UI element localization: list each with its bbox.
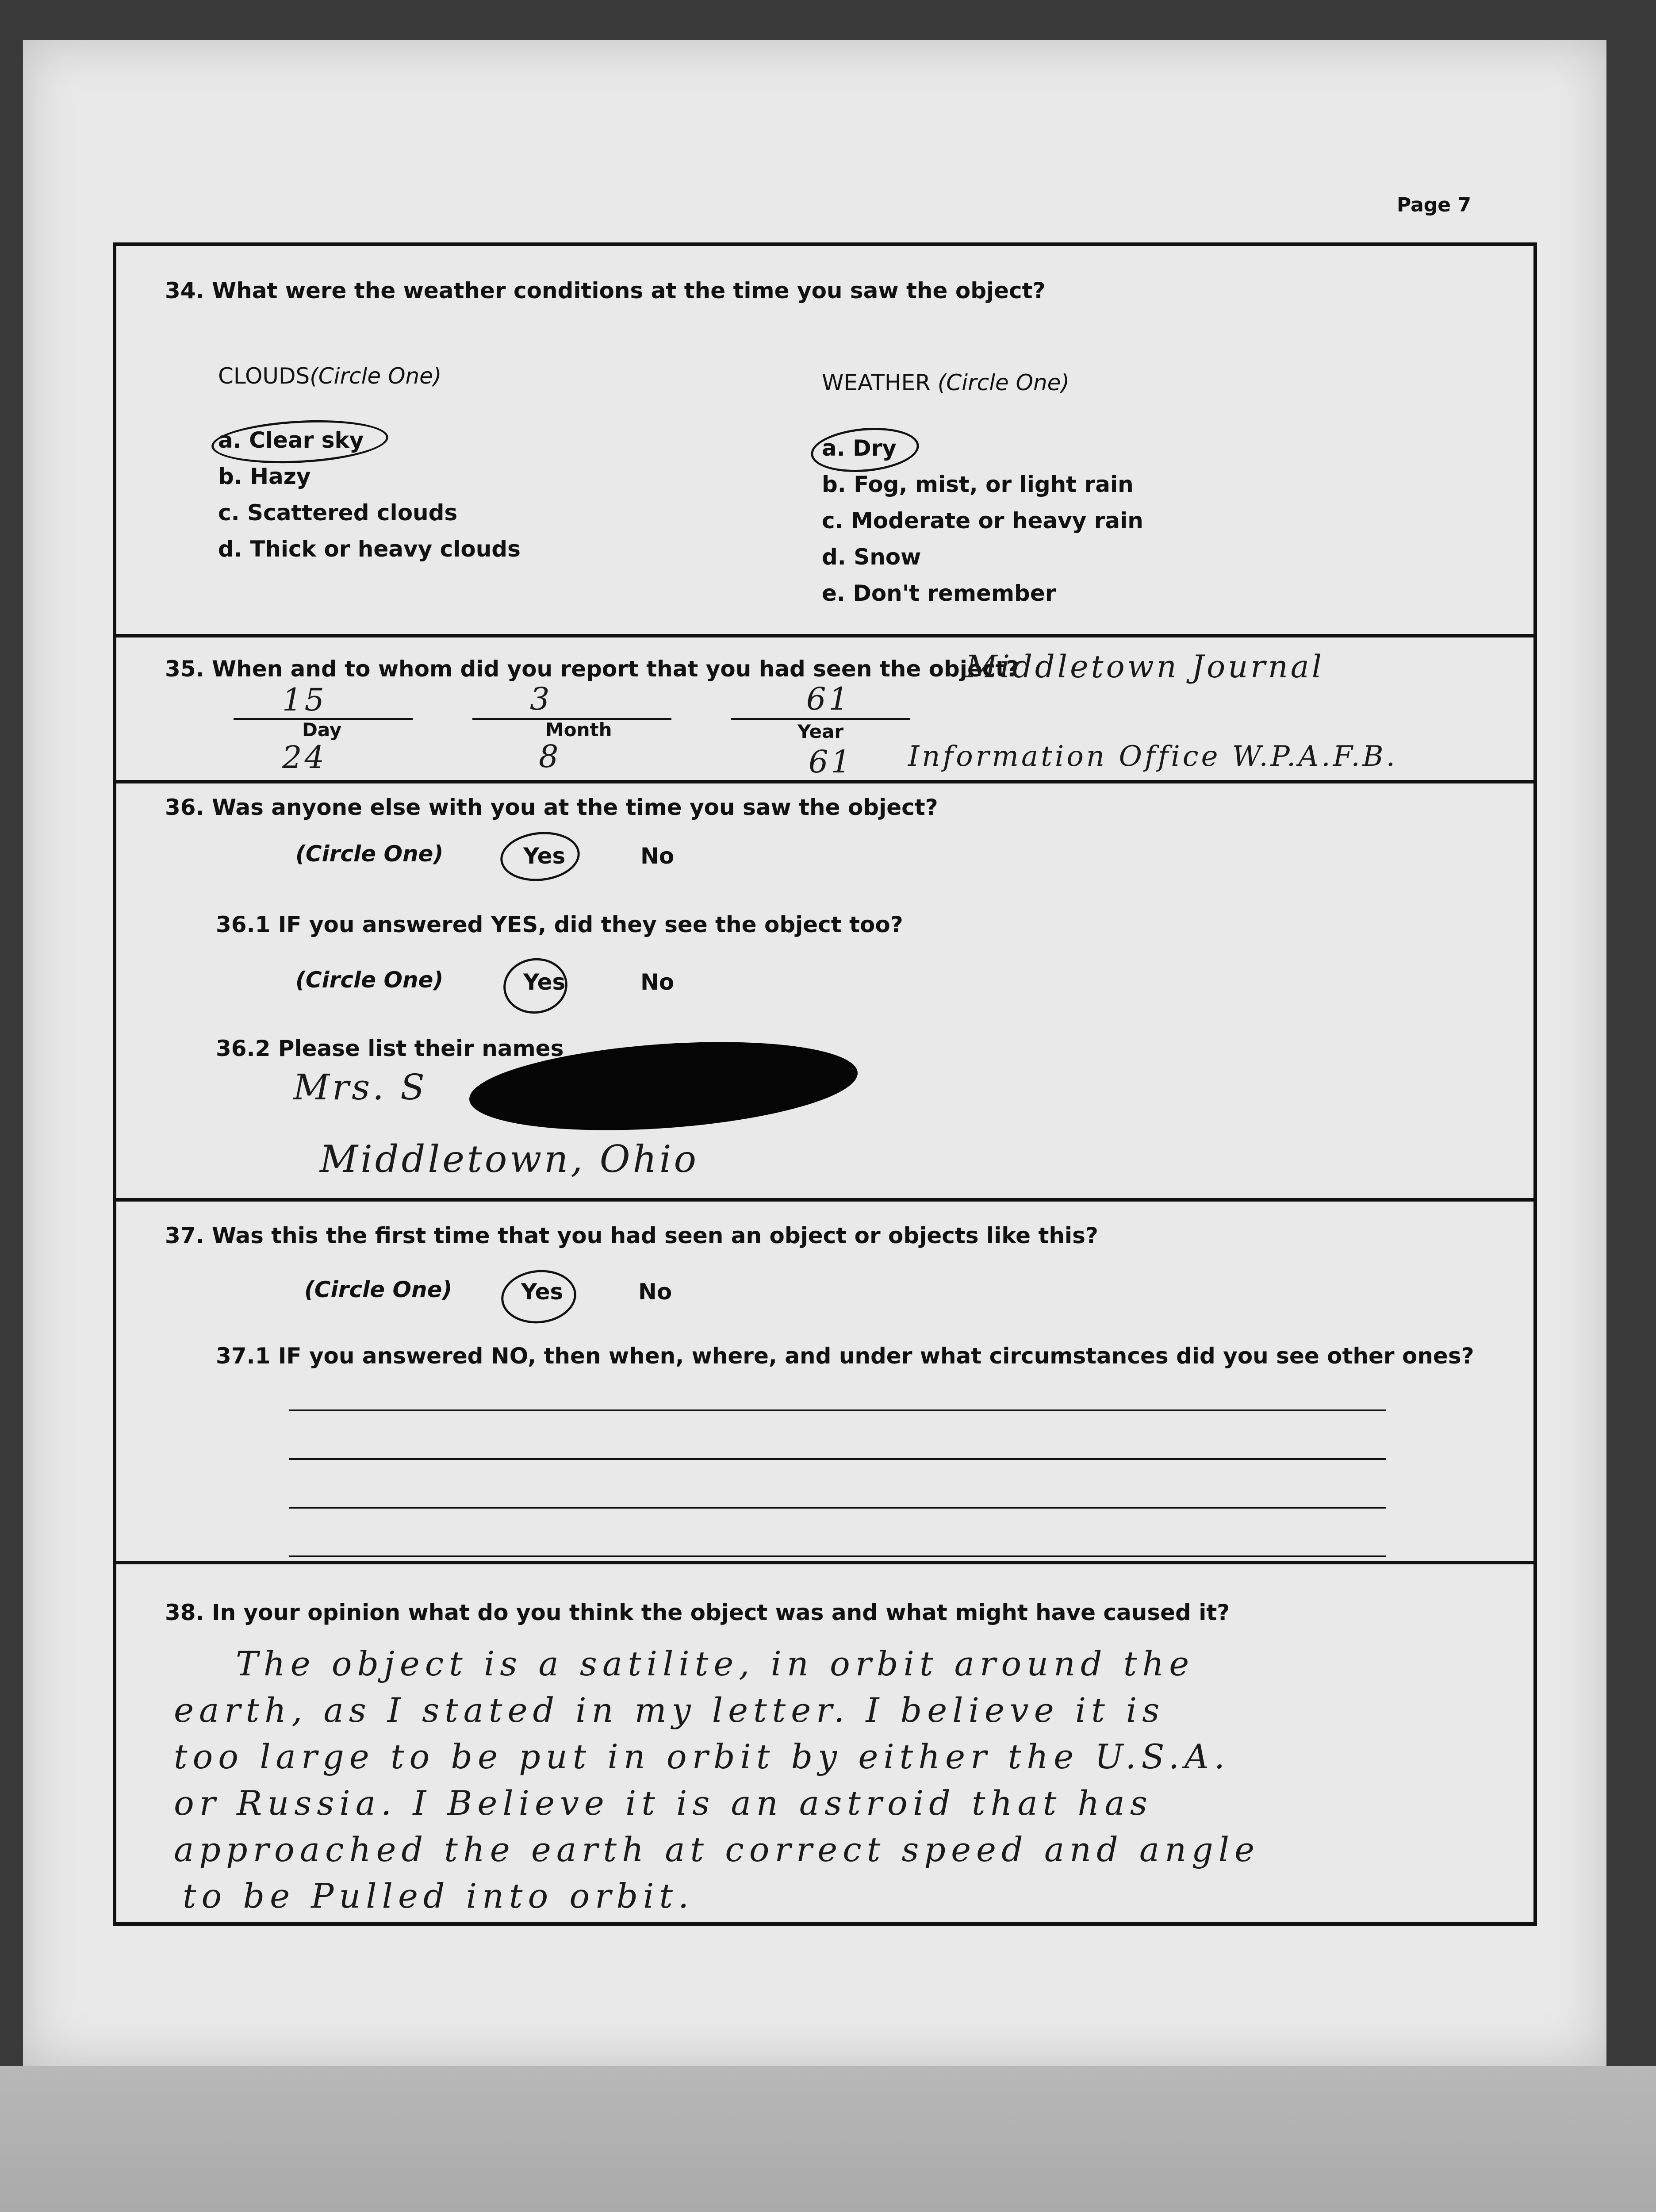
question-37-text: 37. Was this the first time that you had seen an object or objects like this? [165,1223,1098,1248]
circle-one-label: (Circle One) [304,1277,452,1302]
question-36-section [116,783,1533,1202]
report-day-1[interactable]: 15 [282,682,327,718]
answer-yes[interactable]: Yes [523,843,566,869]
answer-line-5[interactable]: approached the earth at correct speed and angle [174,1830,1260,1869]
answer-line[interactable] [289,1507,1386,1509]
weather-heading: WEATHER (Circle One) [822,370,1070,396]
report-year-2[interactable]: 61 [809,744,854,780]
clouds-option-b[interactable]: b. Hazy [218,464,311,489]
answer-line-3[interactable]: too large to be put in orbit by either the U.S.A. [174,1737,1230,1776]
answer-line-1[interactable]: The object is a satilite, in orbit around the [236,1644,1195,1683]
question-38-text: 38. In your opinion what do you think the object was and what might have caused it? [165,1600,1230,1625]
weather-option-c[interactable]: c. Moderate or heavy rain [822,508,1143,534]
clouds-heading: CLOUDS(Circle One) [218,363,442,389]
question-38-section [116,1564,1533,1929]
question-37-section [116,1202,1533,1564]
question-34-section [116,246,1533,637]
answer-line[interactable] [289,1458,1386,1460]
answer-no[interactable]: No [638,1279,672,1305]
question-37-1-text: 37.1 IF you answered NO, then when, where, and under what circumstances did you see other ones? [216,1343,1474,1369]
year-label: Year [797,721,844,742]
answer-no[interactable]: No [640,969,675,995]
answer-yes[interactable]: Yes [523,969,566,995]
selected-circle-mark [498,828,583,885]
question-36-1-text: 36.1 IF you answered YES, did they see the object too? [216,912,903,937]
selected-circle-mark [211,416,389,468]
answer-line[interactable] [289,1555,1386,1557]
page-number: Page 7 [1397,194,1472,216]
year-underline [731,718,910,720]
report-recipient-2[interactable]: Information Office W.P.A.F.B. [908,740,1398,773]
selected-circle-mark [498,1266,579,1327]
clouds-option-c[interactable]: c. Scattered clouds [218,500,458,526]
day-label: Day [302,719,342,741]
answer-line-4[interactable]: or Russia. I Believe it is an astroid that has [174,1783,1153,1823]
report-month-1[interactable]: 3 [530,681,552,717]
clouds-option-d[interactable]: d. Thick or heavy clouds [218,536,521,562]
question-36-2-text: 36.2 Please list their names [216,1036,564,1061]
weather-option-e[interactable]: e. Don't remember [822,580,1056,606]
companion-name[interactable]: Mrs. S [293,1067,427,1108]
scan-background [0,2066,1656,2212]
weather-option-b[interactable]: b. Fog, mist, or light rain [822,472,1134,497]
question-34-text: 34. What were the weather conditions at the time you saw the object? [165,278,1046,303]
companion-city[interactable]: Middletown, Ohio [320,1137,699,1181]
report-month-2[interactable]: 8 [539,738,561,775]
weather-option-d[interactable]: d. Snow [822,544,921,570]
answer-no[interactable]: No [640,843,675,869]
question-35-text: 35. When and to whom did you report that you had seen the object? [165,656,1019,682]
month-label: Month [545,719,612,741]
question-36-text: 36. Was anyone else with you at the time you saw the object? [165,795,938,820]
report-day-2[interactable]: 24 [282,739,327,776]
circle-one-label: (Circle One) [295,841,444,867]
selected-circle-mark [500,954,571,1018]
report-recipient-1[interactable]: Middletown Journal [966,649,1324,685]
question-35-section [116,637,1533,783]
clouds-option-a[interactable]: a. Clear sky [218,427,364,453]
answer-yes[interactable]: Yes [521,1279,564,1305]
answer-line-2[interactable]: earth, as I stated in my letter. I believe it is [174,1690,1165,1730]
circle-one-label: (Circle One) [295,967,444,993]
answer-line[interactable] [289,1409,1386,1411]
weather-option-a[interactable]: a. Dry [822,435,897,461]
answer-line-6[interactable]: to be Pulled into orbit. [183,1876,694,1916]
selected-circle-mark [809,424,921,476]
report-year-1[interactable]: 61 [806,681,851,717]
